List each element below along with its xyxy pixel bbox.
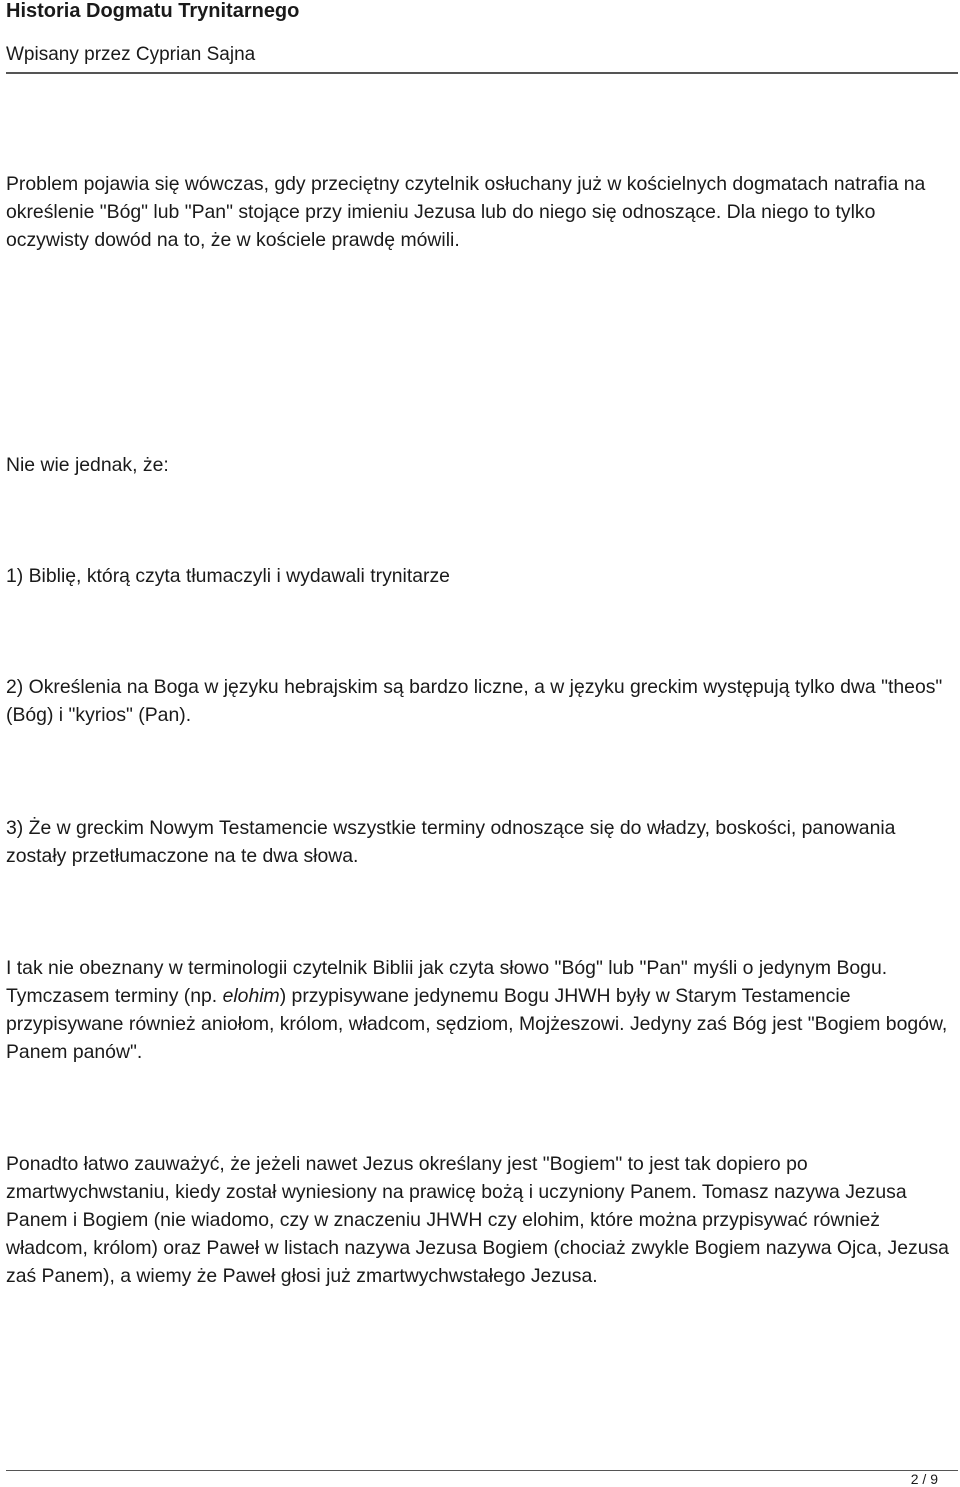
- footer-divider: [6, 1470, 958, 1471]
- paragraph-problem: Problem pojawia się wówczas, gdy przeciętny czytelnik osłuchany już w kościelnych dogmatach natrafia na określenie "Bóg" lub "Pan" stojące przy imieniu Jezusa lub do niego się odnoszące. Dla niego to tylko oczywisty dowód na to, że w kościele prawdę mówili.: [6, 173, 926, 251]
- page-number: 2 / 9: [910, 1471, 938, 1487]
- paragraph-resurrection: Ponadto łatwo zauważyć, że jeżeli nawet Jezus określany jest "Bogiem" to jest tak dopiero po zmartwychwstaniu, kiedy został wyniesiony na prawicę bożą i uczyniony Panem. Tomasz nazywa Jezusa Panem i Bogiem (nie wiadomo, czy w znaczeniu JHWH czy elohim, które można przypisywać również władcom, królom) oraz Paweł w listach nazywa Jezusa Bogiem (chociaż zwykle Bogiem nazywa Ojca, Jezusa zaś Panem), a wiemy że Paweł głosi już zmartwychwstałego Jezusa.: [6, 1153, 949, 1287]
- paragraph-point-2: 2) Określenia na Boga w języku hebrajskim są bardzo liczne, a w języku greckim występują tylko dwa "theos" (Bóg) i "kyrios" (Pan).: [6, 676, 943, 726]
- term-elohim: elohim: [222, 985, 280, 1007]
- paragraph-intro: Nie wie jednak, że:: [6, 454, 169, 476]
- paragraph-terminology-end: ) przypisywane jedynemu Bogu JHWH były w Starym Testamencie przypisywane również aniołom, królom, władcom, sędziom, Mojżeszowi. Jedyny zaś Bóg jest "Bogiem bogów, Panem panów".: [6, 985, 948, 1063]
- paragraph-terminology: [6, 954, 956, 1066]
- paragraph-point-1: 1) Biblię, którą czyta tłumaczyli i wydawali trynitarze: [6, 565, 450, 587]
- document-title: Historia Dogmatu Trynitarnego: [6, 0, 300, 22]
- header-divider: [6, 72, 958, 74]
- page-header: [6, 0, 958, 66]
- paragraph-terminology-start: I tak nie obeznany w terminologii czytelnik Biblii jak czyta słowo "Bóg" lub "Pan" myśli o jedynym Bogu. Tymczasem terminy (np.: [6, 957, 888, 1007]
- paragraph-point-3: 3) Że w greckim Nowym Testamencie wszystkie terminy odnoszące się do władzy, boskości, panowania zostały przetłumaczone na te dwa słowa.: [6, 817, 896, 867]
- author-byline: Wpisany przez Cyprian Sajna: [6, 44, 256, 65]
